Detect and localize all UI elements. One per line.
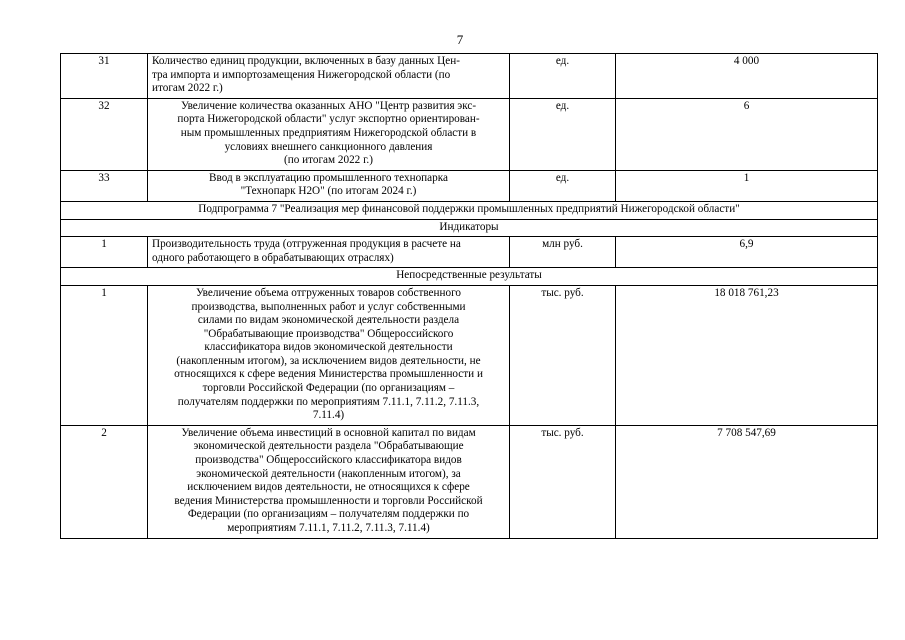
- indicators-title: Индикаторы: [61, 219, 878, 237]
- row-name: Увеличение объема отгруженных товаров собственного производства, выполненных работ и услуг собственными силами по видам экономической деятельности раздела "Обрабатывающие производства" Общероссийского классификатора видов экономической деятельности (накопленным итогом), за исключением видов деятельности, не относящихся к сфере ведения Министерства промышленности и торговли Российской Федерации (по организациям – получателям поддержки по мероприятиям 7.11.1, 7.11.2, 7.11.3, 7.11.4): [148, 285, 510, 425]
- row-number: 33: [61, 170, 148, 201]
- table-row: [61, 170, 878, 201]
- row-name: Увеличение объема инвестиций в основной капитал по видам экономической деятельности раздела "Обрабатывающие производства" Общероссийского классификатора видов экономической деятельности (накопленным итогом), за исключением видов деятельности, не относящихся к сфере ведения Министерства промышленности и торговли Российской Федерации (по организациям – получателям поддержки по мероприятиям 7.11.1, 7.11.2, 7.11.3, 7.11.4): [148, 425, 510, 538]
- row-number: 1: [61, 237, 148, 268]
- section-row: [61, 201, 878, 219]
- row-number: 1: [61, 285, 148, 425]
- row-unit: млн руб.: [510, 237, 616, 268]
- row-number: 32: [61, 98, 148, 170]
- table-row: [61, 425, 878, 538]
- row-unit: ед.: [510, 98, 616, 170]
- subprogram-title: Подпрограмма 7 "Реализация мер финансовой поддержки промышленных предприятий Нижегородской области": [61, 201, 878, 219]
- row-value: 18 018 761,23: [616, 285, 878, 425]
- row-name: Производительность труда (отгруженная продукция в расчете на одного работающего в обрабатывающих отраслях): [148, 237, 510, 268]
- indicators-table: [60, 53, 878, 539]
- row-value: 6,9: [616, 237, 878, 268]
- row-value: 1: [616, 170, 878, 201]
- table-row: [61, 285, 878, 425]
- table-row: [61, 98, 878, 170]
- table-row: [61, 237, 878, 268]
- row-name: Ввод в эксплуатацию промышленного технопарка "Технопарк Н2О" (по итогам 2024 г.): [148, 170, 510, 201]
- row-unit: тыс. руб.: [510, 425, 616, 538]
- section-row: [61, 268, 878, 286]
- row-number: 31: [61, 54, 148, 99]
- table-row: [61, 54, 878, 99]
- row-unit: ед.: [510, 54, 616, 99]
- row-number: 2: [61, 425, 148, 538]
- row-value: 4 000: [616, 54, 878, 99]
- section-row: [61, 219, 878, 237]
- row-unit: ед.: [510, 170, 616, 201]
- results-title: Непосредственные результаты: [61, 268, 878, 286]
- row-unit: тыс. руб.: [510, 285, 616, 425]
- row-value: 6: [616, 98, 878, 170]
- row-name: Увеличение количества оказанных АНО "Центр развития экс- порта Нижегородской области" услуг экспортно ориентирован- ным промышленных предприятиям Нижегородской области в условиях внешнего санкционного давления (по итогам 2022 г.): [148, 98, 510, 170]
- row-value: 7 708 547,69: [616, 425, 878, 538]
- page-number: 7: [456, 32, 464, 47]
- row-name: Количество единиц продукции, включенных в базу данных Цен- тра импорта и импортозамещения Нижегородской области (по итогам 2022 г.): [148, 54, 510, 99]
